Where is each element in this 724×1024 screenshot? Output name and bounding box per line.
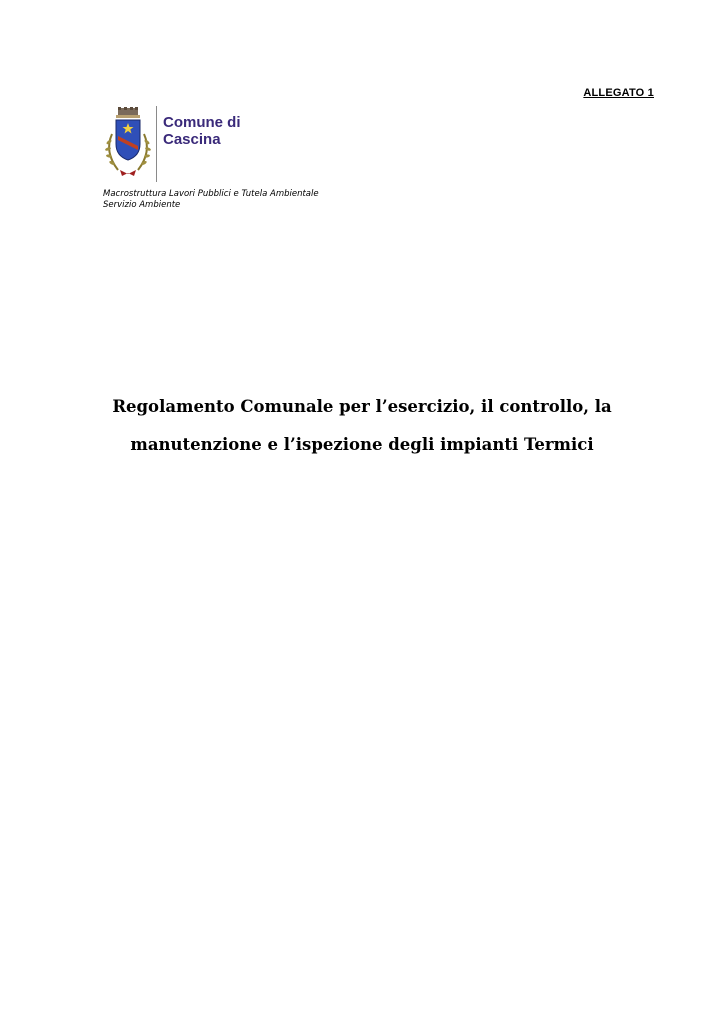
document-title [0,388,724,464]
municipality-name-line2: Cascina [163,131,221,148]
municipality-name [163,114,241,148]
attachment-label: ALLEGATO 1 [583,87,654,99]
document-title-line1: Regolamento Comunale per l’esercizio, il controllo, la [112,397,612,416]
document-title-line2: manutenzione e l’ispezione degli impianti Termici [130,435,594,454]
department-line1: Macrostruttura Lavori Pubblici e Tutela Ambientale [103,189,319,199]
department-info [103,189,319,211]
municipality-logo [100,104,280,184]
department-line2: Servizio Ambiente [103,200,181,210]
municipality-name-line1: Comune di [163,114,241,131]
municipal-crest-icon [100,104,156,182]
logo-divider [156,106,157,182]
